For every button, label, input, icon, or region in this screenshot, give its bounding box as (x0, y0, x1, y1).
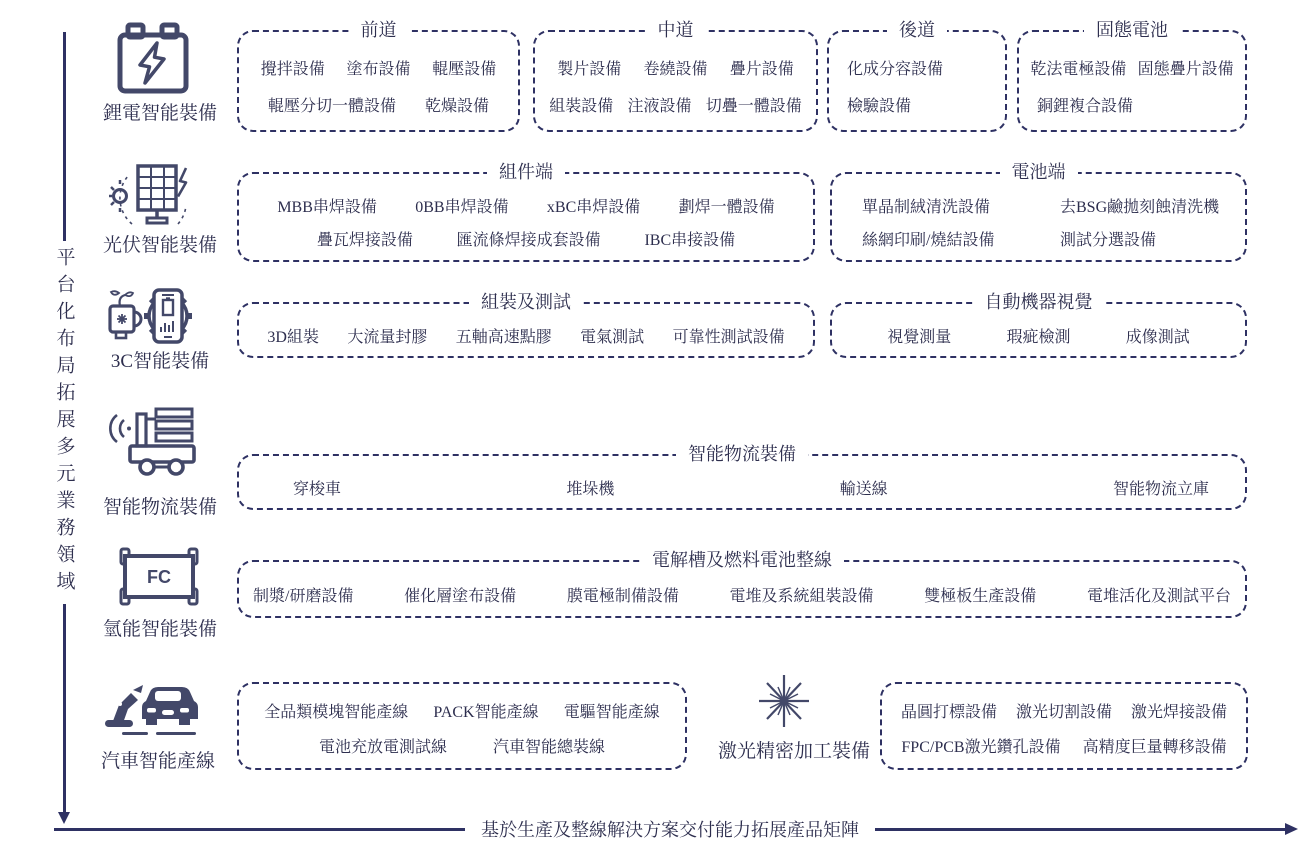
car-robot-arm-icon (100, 676, 214, 742)
equipment-item: 疊片設備 (729, 61, 794, 78)
equipment-item: 大流量封膠 (347, 328, 428, 346)
laser-starburst-icon (740, 674, 828, 732)
box-mid-stage (533, 20, 818, 132)
category-label-3c: 3C智能裝備 (110, 351, 210, 372)
box-back-stage (827, 20, 1007, 132)
svg-text:FC: FC (147, 567, 171, 587)
equipment-item: 切疊一體設備 (705, 98, 802, 115)
battery-lightning-icon (114, 22, 192, 96)
equipment-item: 電堆及系統組裝設備 (729, 587, 874, 605)
equipment-item: 輸送線 (839, 480, 888, 498)
box-laser-equipment (880, 682, 1248, 770)
equipment-item: 高精度巨量轉移設備 (1082, 738, 1227, 756)
box-front-stage (237, 20, 520, 132)
equipment-item: 化成分容設備 (847, 61, 944, 78)
laser-processing-label: 激光精密加工裝備 (717, 741, 870, 762)
right-arrow-icon (1285, 823, 1298, 835)
equipment-item: 塗布設備 (346, 61, 411, 78)
box-solid-state-battery (1017, 20, 1247, 132)
equipment-item: 乾燥設備 (424, 98, 489, 115)
equipment-item: 固態疊片設備 (1137, 61, 1234, 78)
equipment-item: PACK智能產線 (433, 704, 539, 722)
bottom-axis-label: 基於生產及整線解決方案交付能力拓展產品矩陣 (481, 820, 859, 840)
box-module-side (237, 162, 815, 262)
bottom-axis-line-left (54, 828, 465, 831)
equipment-item: 制漿/研磨設備 (253, 587, 354, 605)
box-title: 中道 (646, 19, 706, 42)
category-label-lithium: 鋰電智能裝備 (102, 103, 217, 124)
equipment-item: 激光切割設備 (1015, 704, 1112, 722)
category-label-logistics: 智能物流裝備 (102, 497, 217, 518)
solar-panel-icon (108, 160, 196, 234)
equipment-item: 0BB串焊設備 (415, 199, 509, 216)
equipment-item: 卷繞設備 (643, 61, 708, 78)
box-cell-side (830, 162, 1247, 262)
equipment-item: 注液設備 (627, 98, 692, 115)
box-auto-production-lines (237, 682, 687, 770)
equipment-item: 堆垛機 (566, 480, 615, 498)
device-gear-icon (104, 286, 202, 350)
equipment-item: 3D組裝 (267, 328, 319, 346)
equipment-item: 催化層塗布設備 (404, 587, 517, 605)
box-title: 組件端 (487, 161, 565, 184)
box-machine-vision (830, 292, 1247, 358)
box-title: 前道 (349, 19, 409, 42)
box-electrolyzer-fuel-cell-line (237, 550, 1247, 618)
equipment-item: 電驅智能產線 (563, 704, 660, 722)
equipment-item: 單晶制絨清洗設備 (862, 199, 991, 216)
equipment-item: 穿梭車 (293, 480, 342, 498)
left-axis (50, 32, 78, 824)
equipment-item: 絲網印刷/燒結設備 (862, 232, 995, 249)
equipment-item: 視覺測量 (887, 328, 952, 346)
box-title: 後道 (887, 19, 947, 42)
fuel-cell-icon (112, 546, 206, 608)
equipment-item: 電池充放電測試線 (318, 738, 447, 756)
equipment-item: 檢驗設備 (847, 98, 912, 115)
bottom-axis-line-right (875, 828, 1286, 831)
left-axis-label: 平台化布局拓展多元業務領域 (53, 246, 75, 598)
equipment-item: IBC串接設備 (644, 232, 736, 249)
equipment-item: 輥壓設備 (432, 61, 497, 78)
equipment-item: 全品類模塊智能產線 (264, 704, 409, 722)
box-smart-logistics (237, 444, 1247, 510)
equipment-item: 膜電極制備設備 (566, 587, 679, 605)
equipment-item: 電氣測試 (580, 328, 645, 346)
equipment-item: FPC/PCB激光鑽孔設備 (901, 738, 1061, 756)
equipment-item: 製片設備 (557, 61, 622, 78)
category-label-hydrogen: 氫能智能裝備 (102, 619, 217, 640)
equipment-item: 測試分選設備 (1060, 232, 1157, 249)
box-title: 固態電池 (1084, 19, 1180, 42)
box-title: 組裝及測試 (469, 291, 583, 314)
category-label-photovoltaic: 光伏智能裝備 (102, 235, 217, 256)
equipment-item: 攪拌設備 (260, 61, 325, 78)
box-title: 電池端 (1000, 161, 1078, 184)
left-axis-line-top (63, 32, 66, 241)
equipment-item: 疊瓦焊接設備 (316, 232, 413, 249)
box-title: 電解槽及燃料電池整線 (640, 549, 844, 572)
bottom-axis (54, 817, 1298, 841)
equipment-item: 去BSG鹼拋刻蝕清洗機 (1060, 199, 1220, 216)
equipment-item: 五軸高速點膠 (455, 328, 552, 346)
box-title: 自動機器視覺 (973, 291, 1105, 314)
equipment-item: 乾法電極設備 (1030, 61, 1127, 78)
equipment-item: 智能物流立庫 (1112, 480, 1209, 498)
box-assembly-testing (237, 292, 815, 358)
equipment-item: 輥壓分切一體設備 (267, 98, 396, 115)
equipment-item: xBC串焊設備 (546, 199, 641, 216)
equipment-item: MBB串焊設備 (277, 199, 377, 216)
equipment-item: 晶圓打標設備 (900, 704, 997, 722)
equipment-item: 可靠性測試設備 (672, 328, 785, 346)
equipment-item: 銅鋰複合設備 (1037, 98, 1134, 115)
equipment-item: 雙極板生產設備 (924, 587, 1037, 605)
agv-forklift-icon (106, 404, 206, 478)
box-title: 智能物流裝備 (676, 443, 808, 466)
equipment-item: 汽車智能總裝線 (493, 738, 606, 756)
equipment-item: 電堆活化及測試平台 (1086, 587, 1231, 605)
equipment-item: 劃焊一體設備 (678, 199, 775, 216)
equipment-item: 瑕疵檢測 (1006, 328, 1071, 346)
equipment-item: 組裝設備 (549, 98, 614, 115)
equipment-item: 激光焊接設備 (1130, 704, 1227, 722)
category-label-automotive: 汽車智能產線 (100, 751, 215, 772)
equipment-item: 匯流條焊接成套設備 (456, 232, 601, 249)
equipment-item: 成像測試 (1125, 328, 1190, 346)
